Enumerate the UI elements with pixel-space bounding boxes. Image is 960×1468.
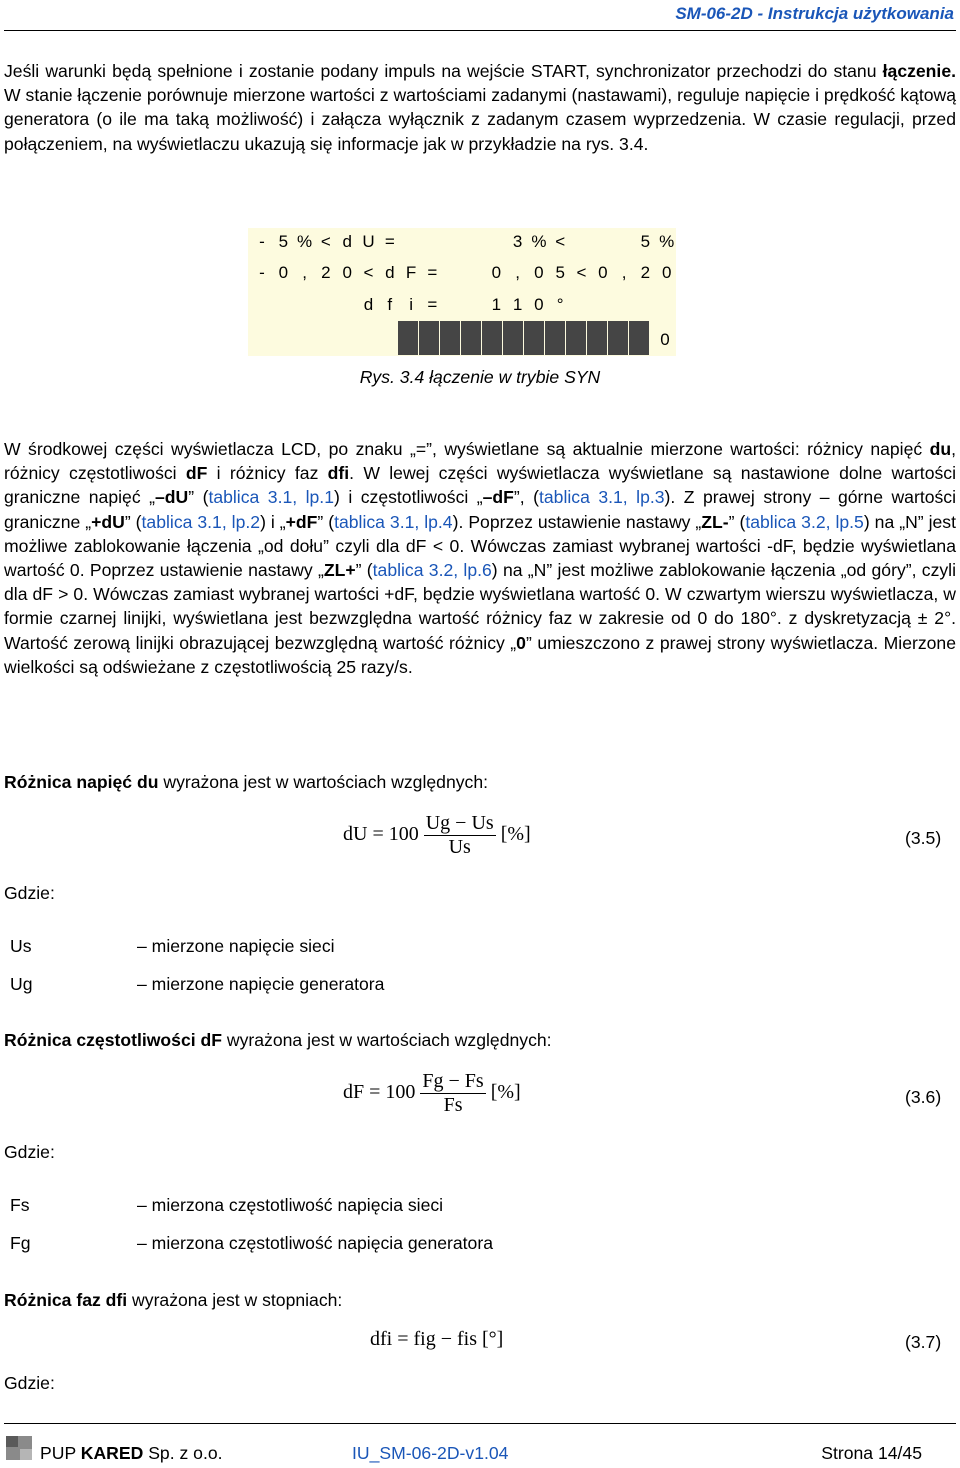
lcd-char: < [363, 263, 374, 282]
lcd-char: = [427, 295, 438, 314]
lcd-char: 1 [512, 295, 523, 314]
where-label: Gdzie: [4, 883, 55, 903]
lcd-char: U [362, 232, 375, 251]
intro-paragraph: Jeśli warunki będą spełnione i zostanie podany impuls na wejście START, synchronizator przechodzi do stanu łączenie. W stanie łączenie porównuje mierzone wartości z wartościami zadanymi (nastawami), reguluje napięcie i prędkość kątową generatora (o ile ma taką możliwość) i załącza wyłącznik z zadanym czasem wyprzedzenia. W czasie regulacji, przed połączeniem, na wyświetlaczu ukazują się informacje jak w przykładzie na rys. 3.4. [4, 61, 956, 154]
phase-bar-zero: 0 [660, 330, 670, 349]
def-symbol: Ug [10, 974, 33, 994]
def-symbol: Fs [10, 1195, 30, 1215]
lcd-char: % [297, 232, 313, 251]
table-link[interactable]: tablica 3.1, lp.4 [334, 511, 453, 532]
lcd-char: 3 [512, 232, 523, 251]
lcd-char: < [576, 263, 587, 282]
company-logo-icon [6, 1436, 32, 1460]
footer-company: PUP KARED Sp. z o.o. [40, 1443, 223, 1463]
equation-number: (3.7) [905, 1332, 942, 1352]
lcd-char: 2 [640, 263, 651, 282]
section-heading-df: Różnica częstotliwości dF wyrażona jest w wartościach względnych: [4, 1030, 552, 1050]
lcd-char: < [320, 232, 331, 251]
lcd-char: 0 [342, 263, 352, 282]
def-description: – mierzona częstotliwość napięcia sieci [137, 1195, 444, 1215]
table-link[interactable]: tablica 3.1, lp.1 [208, 487, 334, 508]
lcd-char: = [384, 232, 395, 251]
lcd-char: 2 [321, 263, 331, 282]
def-symbol: Fg [10, 1233, 31, 1253]
lcd-char: i [409, 295, 413, 314]
lcd-char: 0 [598, 263, 608, 282]
lcd-char: 1 [491, 295, 502, 314]
footer-doc-id: IU_SM-06-2D-v1.04 [352, 1443, 509, 1463]
formula-3-5: dU = 100 $\frac{Ug - Us}{Us}$ [%] [343, 812, 531, 858]
lcd-char: = [427, 263, 438, 282]
lcd-char: ° [556, 295, 564, 314]
section-heading-dfi: Różnica faz dfi wyrażona jest w stopniach: [4, 1290, 343, 1310]
footer-divider [4, 1423, 956, 1424]
lcd-char: 5 [278, 232, 289, 251]
lcd-char: % [531, 232, 547, 251]
lcd-char: d [385, 263, 395, 282]
table-link[interactable]: tablica 3.2, lp.5 [745, 511, 864, 532]
lcd-char: 5 [555, 263, 565, 282]
where-label: Gdzie: [4, 1373, 55, 1393]
formula-3-6: dF = 100 $\frac{Fg - Fs}{Fs}$ [%] [343, 1070, 521, 1116]
lcd-char: , [621, 263, 627, 282]
lcd-char: f [387, 295, 393, 314]
footer-page-number: Strona 14/45 [821, 1443, 922, 1463]
lcd-char: < [555, 232, 566, 251]
lcd-row-1 [248, 232, 676, 256]
table-link[interactable]: tablica 3.2, lp.6 [372, 560, 492, 581]
header-title: SM-06-2D - Instrukcja użytkowania [675, 4, 954, 23]
lcd-char: % [659, 232, 675, 251]
table-link[interactable]: tablica 3.1, lp.3 [539, 487, 665, 508]
equation-number: (3.5) [905, 828, 942, 848]
def-description: – mierzone napięcie sieci [137, 936, 335, 956]
lcd-row-2 [248, 263, 676, 287]
lcd-char: 0 [661, 263, 672, 282]
where-label: Gdzie: [4, 1142, 55, 1162]
lcd-char: 0 [491, 263, 502, 282]
def-description: – mierzona częstotliwość napięcia generatora [137, 1233, 493, 1253]
lcd-char: 0 [534, 263, 544, 282]
def-symbol: Us [10, 936, 32, 956]
lcd-row-3 [248, 295, 676, 319]
table-link[interactable]: tablica 3.1, lp.2 [141, 511, 261, 532]
def-description: – mierzone napięcie generatora [137, 974, 385, 994]
lcd-char: , [515, 263, 520, 282]
equation-number: (3.6) [905, 1087, 942, 1107]
lcd-char: F [405, 263, 417, 282]
lcd-char: - [259, 263, 265, 282]
section-heading-du: Różnica napięć du wyrażona jest w wartościach względnych: [4, 772, 488, 792]
lcd-char: - [259, 232, 265, 251]
header-divider [4, 30, 956, 31]
lcd-char: d [342, 232, 352, 251]
formula-3-7: dfi = fig − fis [°] [370, 1328, 504, 1350]
lcd-char: 5 [640, 232, 651, 251]
description-paragraph: W środkowej części wyświetlacza LCD, po znaku „=”, wyświetlane są aktualnie mierzone wartości: różnicy napięć du, różnicy częstotliwości dF i różnicy faz dfi. W lewej części wyświetlacza wyświetlane są nastawione dolne wartości graniczne napięć „–dU” (tablica 3.1, lp.1) i częstotliwości „–dF”, (tablica 3.1, lp.3). Z prawej strony – górne wartości graniczne „+dU” (tablica 3.1, lp.2) i „+dF” (tablica 3.1, lp.4). Poprzez ustawienie nastawy „ZL-” (tablica 3.2, lp.5) na „N” jest możliwe zablokowanie łączenia „od dołu” czyli dla dF < 0. Wówczas zamiast wybranej wartości -dF, będzie wyświetlana wartość 0. Poprzez ustawienie nastawy „ZL+” (tablica 3.2, lp.6) na „N” jest możliwe zablokowanie łączenia „od góry”, czyli dla dF > 0. Wówczas zamiast wybranej wartości +dF, będzie wyświetlana wartość 0. W czwartym wierszu wyświetlacza, w formie czarnej linijki, wyświetlana jest bezwzględna wartość różnicy faz w zakresie od 0 do 180°. z dyskretyzacją ± 2°. Wartość zerową linijki obrazującej bezwzględną wartość różnicy „0” umieszczono z prawej strony wyświetlacza. Mierzone wielkości są odświeżane z częstotliwością 25 razy/s. [4, 439, 956, 677]
lcd-char: 0 [278, 263, 289, 282]
lcd-display [248, 228, 676, 356]
lcd-char: d [363, 295, 374, 314]
lcd-char: , [302, 263, 307, 282]
figure-caption: Rys. 3.4 łączenie w trybie SYN [359, 367, 601, 387]
lcd-char: 0 [534, 295, 544, 314]
